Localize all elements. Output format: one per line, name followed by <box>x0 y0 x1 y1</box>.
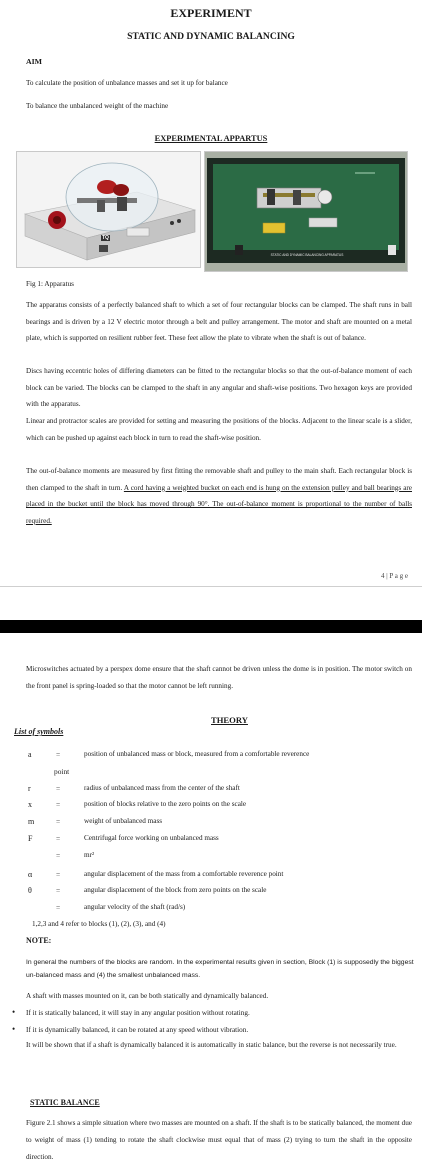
apparatus-machine-illustration <box>17 152 200 267</box>
apparatus-heading: EXPERIMENTAL APPARTUS <box>154 134 268 143</box>
symbol-alpha-equals: = <box>56 870 61 879</box>
figure-caption: Fig 1: Apparatus <box>26 280 74 288</box>
symbol-m: m <box>28 817 35 826</box>
symbol-alpha: α <box>28 870 33 879</box>
symbol-theta: θ <box>28 886 32 895</box>
symbol-r-equals: = <box>56 784 61 793</box>
apparatus-paragraph-3: Linear and protractor scales are provided for setting and measuring the positions of the blocks. Adjacent to the linear scale is a slider, which can be pushed up against each block in turn to read the shaft-wise position. <box>26 417 412 442</box>
page-subtitle: STATIC AND DYNAMIC BALANCING <box>127 31 295 42</box>
static-balance-heading: STATIC BALANCE <box>30 1098 100 1107</box>
symbols-heading: List of symbols <box>14 727 64 736</box>
symbol-x: x <box>28 800 32 809</box>
page-break-bar <box>0 620 422 633</box>
apparatus-photo-right <box>204 151 408 272</box>
apparatus-paragraph-1: The apparatus consists of a perfectly balanced shaft to which a set of four rectangular blocks can be clamped. The shaft runs in ball bearings and is driven by a 12 V electric motor through a belt and pulley arrangement. The motor and shaft are mounted on a metal plate, which is supported on resilient rubber feet. These feet allow the plate to vibrate when the shaft is out of balance. <box>26 301 412 343</box>
symbol-a-description: position of unbalanced mass or block, measured from a comfortable reverence <box>84 750 310 758</box>
aim-heading: AIM <box>26 57 43 66</box>
apparatus-photo-left <box>16 151 201 268</box>
symbol-r-description: radius of unbalanced mass from the center of the shaft <box>84 784 240 792</box>
dynamic-static-paragraph: It will be shown that if a shaft is dynamically balanced it is automatically in static balance, but the reverse is not necessarily true. <box>26 1041 397 1049</box>
symbol-omega-description: angular velocity of the shaft (rad/s) <box>84 903 186 911</box>
symbol-a-equals: = <box>56 750 61 759</box>
symbol-f-description: Centrifugal force working on unbalanced mass <box>84 834 219 842</box>
machine-name-plate: STATIC AND DYNAMIC BALANCING APPARATUS <box>270 253 344 257</box>
note-text: In general the numbers of the blocks are random. In the experimental results given in section, Block (1) is supposedly the biggest un-balanced mass and (4) the smallest unbalanced mass. <box>26 959 414 979</box>
static-balance-paragraph: Figure 2.1 shows a simple situation where two masses are mounted on a shaft. If the shaft is to be statically balanced, the moment due to weight of mass (1) tending to rotate the shaft clockwise must equal that of mass (2) trying to turn the shaft in the opposite direction. <box>26 1119 412 1161</box>
symbol-r: r <box>28 784 31 793</box>
microswitch-paragraph: Microswitches actuated by a perspex dome ensure that the shaft cannot be driven unless the dome is in position. The motor switch on the front panel is spring-loaded so that the motor cannot be left running. <box>26 665 412 690</box>
theory-heading: THEORY <box>211 715 248 725</box>
aim-line-2: To balance the unbalanced weight of the machine <box>26 102 169 110</box>
aim-line-1: To calculate the position of unbalance masses and set it up for balance <box>26 79 228 87</box>
page-title: EXPERIMENT <box>170 6 252 20</box>
apparatus-paragraph-4 <box>26 463 412 529</box>
bullet-dot-1: • <box>12 1007 16 1017</box>
shaft-balance-line: A shaft with masses mounted on it, can be both statically and dynamically balanced. <box>26 992 269 1000</box>
apparatus-paragraph-4-plain: The out-of-balance moments are measured by first fitting the removable shaft and pulley to the main shaft. Each rectangular block is then clamped to the shaft in turn. <box>26 467 412 492</box>
apparatus-paragraph-2: Discs having eccentric holes of differing diameters can be fitted to the rectangular blocks so that the out-of-balance moment of each block can be varied. The blocks can be clamped to the shaft in any angular and shaft-wise positions. Two hexagon keys are provided with the apparatus. <box>26 367 412 409</box>
page-number: 4 | P a g e <box>381 572 408 580</box>
symbol-f-equals-2: = <box>56 851 61 860</box>
symbol-f-formula: mr² <box>84 851 95 859</box>
blocks-note: 1,2,3 and 4 refer to blocks (1), (2), (3), and (4) <box>32 920 166 928</box>
symbol-alpha-description: angular displacement of the mass from a comfortable reverence point <box>84 870 284 878</box>
symbol-a: a <box>28 750 32 759</box>
symbol-m-description: weight of unbalanced mass <box>84 817 163 825</box>
bullet-dynamic: If it is dynamically balanced, it can be rotated at any speed without vibration. <box>26 1026 249 1034</box>
symbol-f-equals: = <box>56 834 61 843</box>
symbol-omega-equals: = <box>56 903 61 912</box>
symbol-x-description: position of blocks relative to the zero points on the scale <box>84 800 247 808</box>
symbol-theta-description: angular displacement of the block from zero points on the scale <box>84 886 267 894</box>
page-footer-rule <box>0 586 422 587</box>
machine-brand-label: TQ <box>102 235 109 241</box>
apparatus-paragraph-4-underlined: A cord having a weighted bucket on each end is hung on the extension pulley and ball bearings are placed in the bucket until the block has moved through 90°. The out-of-balance moment is proportional to the number of balls required. <box>26 483 412 525</box>
note-heading: NOTE: <box>26 936 52 945</box>
symbol-m-equals: = <box>56 817 61 826</box>
symbol-theta-equals: = <box>56 886 61 895</box>
symbol-f: F <box>28 834 33 843</box>
symbol-x-equals: = <box>56 800 61 809</box>
bullet-dot-2: • <box>12 1024 16 1034</box>
bullet-static: If it is statically balanced, it will stay in any angular position without rotating. <box>26 1009 250 1017</box>
symbol-a-continuation: point <box>54 767 70 776</box>
